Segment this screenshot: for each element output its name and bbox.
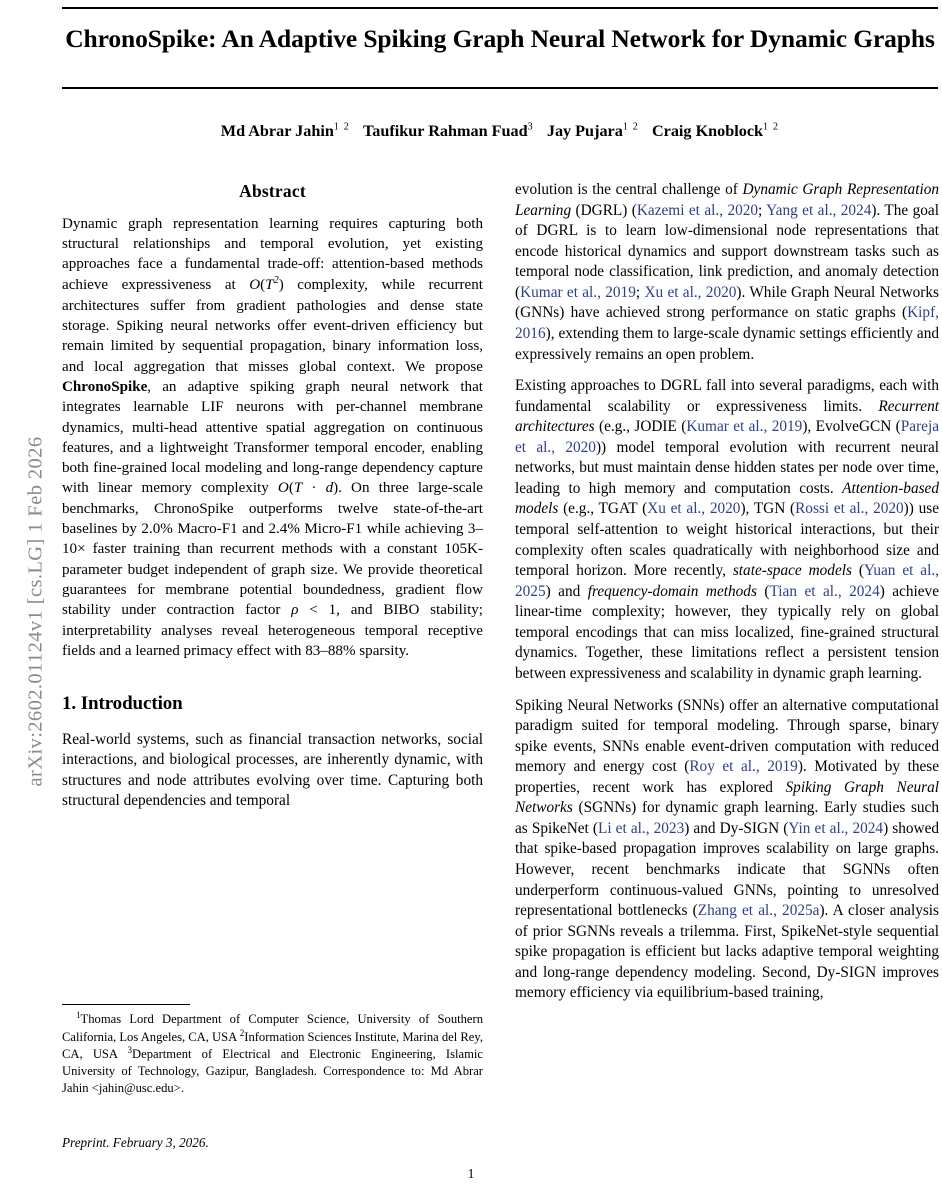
- contraction-factor-relation: < 1: [298, 602, 337, 619]
- author-name: Craig Knoblock: [651, 122, 764, 141]
- complexity-expression-quadratic: $O(T^2)$: [249, 275, 284, 294]
- preprint-notice: Preprint. February 3, 2026.: [62, 1135, 209, 1150]
- author-affiliation-marker: 3: [527, 122, 534, 133]
- page-title: ChronoSpike: An Adaptive Spiking Graph Neural Network for Dynamic Graphs: [65, 24, 935, 53]
- text-segment: ) and: [545, 582, 588, 600]
- intro-paragraph-1: Real-world systems, such as financial transaction networks, social interactions, and biological processes, are inherently dynamic, with structures and node attributes evolving over time. Capturing both structural dependencies and temporal: [62, 730, 483, 810]
- multiplication-dot: ·: [302, 480, 326, 497]
- citation-link[interactable]: Tian et al., 2024: [769, 582, 880, 600]
- emphasis-state-space: state-space models: [732, 562, 852, 580]
- text-segment: ) and Dy-SIGN (: [684, 819, 789, 837]
- section-heading-introduction: 1. Introduction: [62, 693, 183, 715]
- model-name: ChronoSpike: [62, 378, 148, 395]
- text-segment: )) model temporal evolution with recurrent neural networks, but must maintain dense hidden states per node over time, leading to high memory and computation costs.: [515, 438, 939, 497]
- header-rule-top: [62, 7, 938, 9]
- variable-d: d: [325, 480, 334, 497]
- exponent: 2: [273, 275, 279, 287]
- citation-link[interactable]: Roy et al., 2019: [689, 758, 798, 776]
- text-segment: Existing approaches to DGRL fall into several paradigms, each with fundamental scalability or expressiveness limits.: [515, 377, 939, 415]
- text-segment: ). The goal of DGRL is to learn low-dimensional node representations that encode historical dynamics and support downstream tasks such as temporal node classification, link prediction, and anomaly detection (: [515, 201, 939, 301]
- affiliation-2-text: Information Sciences Institute, Marina del Rey, CA, USA: [62, 1029, 484, 1062]
- emphasis-sgnn: Spiking Graph Neural Networks: [515, 778, 939, 817]
- abstract-segment: , and BIBO stability; interpretability analyses reveal heterogeneous temporal receptive fields and a learned primacy effect with 83–88% sparsity.: [62, 602, 484, 659]
- variable-T: T: [293, 480, 303, 497]
- text-segment: (e.g., JODIE (: [594, 418, 687, 436]
- affiliation-3-text: Department of Electrical and Electronic Engineering, Islamic University of Technology, Gazipur, Bangladesh. Correspondence to: Md Abrar Jahin <jahin@usc.edu>.: [62, 1047, 483, 1095]
- citation-link[interactable]: Yuan et al., 2025: [515, 562, 939, 600]
- abstract-segment: . On three large-scale benchmarks, ChronoSpike outperforms twelve state-of-the-art baselines by 2.0% Macro-F1 and 2.4% Micro-F1 while achieving 3–10× faster training than recurrent methods with a constant 105K-parameter budget independent of graph size. We provide theoretical guarantees for membrane potential boundedness, gradient flow stability under contraction factor: [62, 480, 483, 619]
- citation-link[interactable]: Xu et al., 2020: [644, 283, 737, 301]
- big-o-symbol: O: [277, 480, 289, 497]
- right-paragraph-2: [515, 376, 939, 684]
- citation-separator: ;: [635, 283, 645, 301]
- citation-link[interactable]: Kazemi et al., 2020: [636, 201, 759, 219]
- text-segment: (: [851, 562, 864, 580]
- variable-T: T: [265, 277, 274, 294]
- text-segment: ), EvolveGCN (: [802, 418, 901, 436]
- abstract-segment: complexity, while recurrent architectures suffer from gradient pathologies and dense state storage. Spiking neural networks offer event-driven efficiency but remain limited by sequential propagation, binary information loss, and local aggregation that misses global context. We propose: [62, 277, 483, 375]
- emphasis-frequency-domain: frequency-domain methods: [587, 582, 757, 600]
- citation-link[interactable]: Rossi et al., 2020: [795, 500, 904, 518]
- citation-link[interactable]: Zhang et al., 2025a: [697, 902, 820, 920]
- complexity-expression-linear: O(T · d): [277, 480, 339, 497]
- citation-link[interactable]: Kumar et al., 2019: [686, 418, 803, 436]
- right-paragraph-3: [515, 696, 939, 1004]
- emphasis-dgrl: Dynamic Graph Representation Learning: [515, 181, 939, 219]
- text-segment: (DGRL) (: [571, 201, 637, 219]
- author-affiliation-marker: 1 2: [763, 122, 780, 133]
- author-affiliation-marker: 1 2: [333, 122, 350, 133]
- author-name: Jay Pujara: [546, 122, 623, 141]
- footnote-separator-rule: [62, 1004, 190, 1005]
- citation-link[interactable]: Pareja et al., 2020: [515, 418, 939, 456]
- contraction-factor-symbol: ρ: [291, 602, 299, 619]
- citation-link[interactable]: Yang et al., 2024: [766, 201, 872, 219]
- author-affiliation-marker: 1 2: [622, 122, 639, 133]
- text-segment: (e.g., TGAT (: [558, 500, 648, 518]
- abstract-heading: Abstract: [239, 181, 306, 201]
- abstract-segment: , an adaptive spiking graph neural network that integrates learnable LIF neurons with per-channel membrane dynamics, multi-head attentive spatial aggregation on continuous features, and a lightweight Transformer temporal encoder, enabling both fine-grained local modeling and long-range dependency capture with linear memory complexity: [62, 378, 483, 497]
- citation-link[interactable]: Kipf, 2016: [515, 304, 939, 342]
- abstract-segment: Dynamic graph representation learning requires capturing both structural relationships and temporal evolution, yet existing approaches face a fundamental trade-off: attention-based methods achieve expressiveness at: [62, 215, 483, 294]
- arxiv-identifier-stamp: arXiv:2602.01124v1 [cs.LG] 1 Feb 2026: [24, 436, 47, 787]
- text-segment: )) use temporal self-attention to weight historical interactions, but their complexity often scales quadratically with neighborhood size and temporal horizon. More recently,: [515, 500, 939, 580]
- big-o-symbol: O: [249, 277, 261, 294]
- citation-link[interactable]: Kumar et al., 2019: [520, 283, 636, 301]
- author-entry: [363, 122, 534, 140]
- text-segment: Spiking Neural Networks (SNNs) offer an alternative computational paradigm suited for temporal modeling. Through sparse, binary spike events, SNNs enable event-driven computation with reduced memory and energy cost (: [515, 696, 939, 776]
- citation-link[interactable]: Xu et al., 2020: [647, 500, 741, 518]
- text-segment: ) showed that spike-based propagation improves scalability on large graphs. However, recent benchmarks indicate that SGNNs often underperform continuous-valued GNNs, pointing to unresolved representational bottlenecks (: [515, 819, 940, 920]
- text-segment: evolution is the central challenge of: [515, 181, 743, 198]
- author-list: [62, 122, 938, 141]
- text-segment: (: [756, 582, 770, 600]
- emphasis-recurrent: Recurrent architectures: [515, 397, 939, 436]
- citation-link[interactable]: Li et al., 2023: [597, 819, 685, 837]
- author-entry: [221, 122, 350, 140]
- author-entry: [652, 122, 779, 140]
- affiliation-footnote: [62, 1010, 483, 1096]
- left-column: [62, 180, 483, 822]
- text-segment: ), TGN (: [740, 500, 796, 518]
- page-number: 1: [467, 1166, 475, 1181]
- footnote-marker-1: 1: [76, 1010, 81, 1020]
- text-segment: ) achieve linear-time complexity; however, they typically rely on global temporal encodings that can miss localized, fine-grained structural dynamics. Together, these limitations reflect a persistent tension between expressiveness and scalability in dynamic graph learning.: [515, 582, 939, 682]
- author-name: Md Abrar Jahin: [220, 122, 334, 141]
- text-segment: ). While Graph Neural Networks (GNNs) have achieved strong performance on static graphs (: [515, 283, 940, 322]
- abstract-text: [62, 214, 483, 662]
- emphasis-attention: Attention-based models: [515, 479, 939, 518]
- author-entry: [547, 122, 639, 140]
- right-paragraph-1: [515, 180, 939, 365]
- citation-separator: ;: [758, 201, 767, 219]
- text-segment: ), extending them to large-scale dynamic settings efficiently and expressively remains an open problem.: [515, 324, 939, 363]
- footnote-marker-2: 2: [239, 1027, 245, 1038]
- footnote-marker-3: 3: [127, 1045, 133, 1056]
- citation-link[interactable]: Yin et al., 2024: [788, 819, 884, 837]
- text-segment: ). A closer analysis of prior SGNNs reveals a trilemma. First, SpikeNet-style sequential spike propagation is efficient but lacks adaptive temporal weighting and long-range dependency modeling. Second, Dy-SIGN improves memory efficiency via equilibrium-based training,: [515, 902, 939, 1002]
- affiliation-1-text: Thomas Lord Department of Computer Science, University of Southern California, Los Angeles, CA, USA: [62, 1012, 483, 1044]
- text-segment: (SGNNs) for dynamic graph learning. Early studies such as SpikeNet (: [515, 799, 939, 837]
- author-name: Taufikur Rahman Fuad: [362, 122, 528, 141]
- header-rule-bottom: [62, 87, 938, 89]
- text-segment: ). Motivated by these properties, recent work has explored: [515, 758, 940, 796]
- right-column: [515, 180, 939, 1015]
